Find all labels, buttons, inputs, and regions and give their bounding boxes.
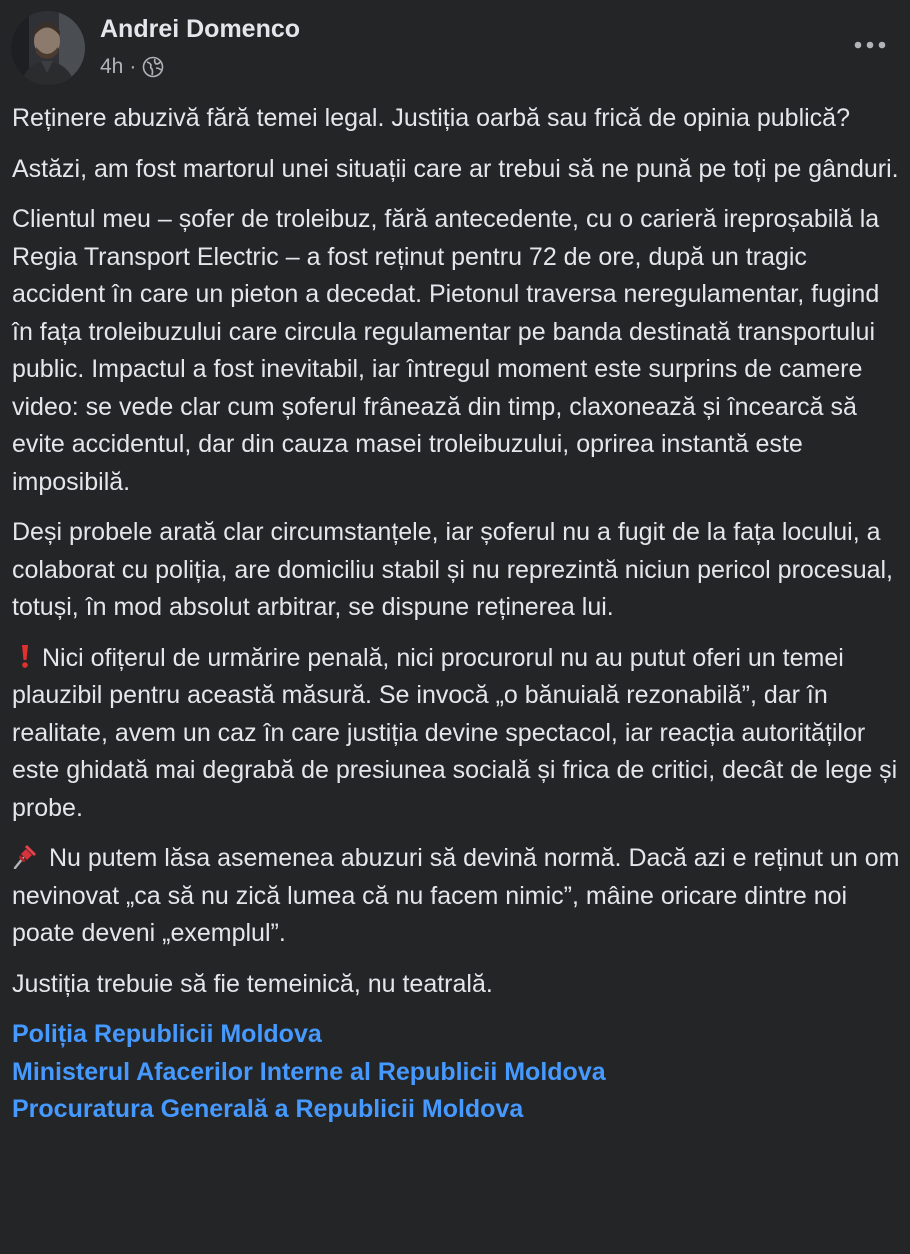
post-paragraph: Deși probele arată clar circumstanțele, iar șoferul nu a fugit de la fața locului, a colaborat cu poliția, are domiciliu stabil și nu reprezintă niciun pericol procesual, totuși, în mod absolut arbitrar, se dispune reținerea lui.	[12, 518, 894, 621]
author-avatar[interactable]	[11, 11, 85, 85]
tag-link-mai[interactable]: Ministerul Afacerilor Interne al Republicii Moldova	[12, 1057, 606, 1086]
pushpin-icon	[12, 843, 38, 869]
post-timestamp[interactable]: 4h	[100, 55, 124, 78]
meta-separator: ·	[129, 55, 137, 78]
post-paragraph: Justiția trebuie să fie temeinică, nu teatrală.	[12, 969, 493, 998]
post-paragraph: Astăzi, am fost martorul unei situații care ar trebui să ne pună pe toți pe gânduri.	[12, 154, 899, 183]
more-options-icon	[854, 41, 886, 49]
post-paragraph-title: Reținere abuzivă fără temei legal. Justiția oarbă sau frică de opinia publică?	[12, 104, 850, 132]
post-meta	[100, 53, 164, 81]
more-options-button[interactable]	[850, 30, 890, 60]
tag-link-politia[interactable]: Poliția Republicii Moldova	[12, 1020, 322, 1048]
post-paragraph: Clientul meu – șofer de troleibuz, fără antecedente, cu o carieră ireproșabilă la Regia Transport Electric – a fost reținut pentru 72 de ore, după un tragic accident în care un pieton a decedat. Pietonul traversa neregulamentar, fugind în fața troleibuzului care circula regulamentar pe banda destinată transportului public. Impactul a fost inevitabil, iar întregul moment este surprins de camere video: se vede clar cum șoferul frânează din timp, claxonează și încearcă să evite accidentul, dar din cauza masei troleibuzului, oprirea instantă este imposibilă.	[12, 205, 880, 496]
post-paragraph-pinned	[12, 840, 902, 953]
exclamation-mark-icon	[12, 643, 38, 669]
tag-link-procuratura[interactable]: Procuratura Generală a Republicii Moldova	[12, 1095, 524, 1123]
globe-icon[interactable]	[142, 56, 164, 78]
pinned-text: Nu putem lăsa asemenea abuzuri să devină normă. Dacă azi e reținut un om nevinovat „ca să nu zică lumea că nu facem nimic”, mâine oricare dintre noi poate deveni „exemplul”.	[12, 844, 900, 947]
warning-text: Nici ofițerul de urmărire penală, nici procurorul nu au putut oferi un temei plauzibil pentru această măsură. Se invocă „o bănuială rezonabilă”, dar în realitate, avem un caz în care justiția devine spectacol, iar reacția autorităților este ghidată mai degrabă de presiunea socială și frica de critici, decât de lege și probe.	[12, 643, 898, 822]
post-body	[12, 100, 902, 1129]
avatar-photo	[11, 11, 85, 85]
post-paragraph-warning	[12, 640, 902, 828]
post-header	[0, 0, 910, 96]
author-name[interactable]: Andrei Domenco	[100, 15, 301, 43]
tagged-links	[12, 1016, 902, 1129]
